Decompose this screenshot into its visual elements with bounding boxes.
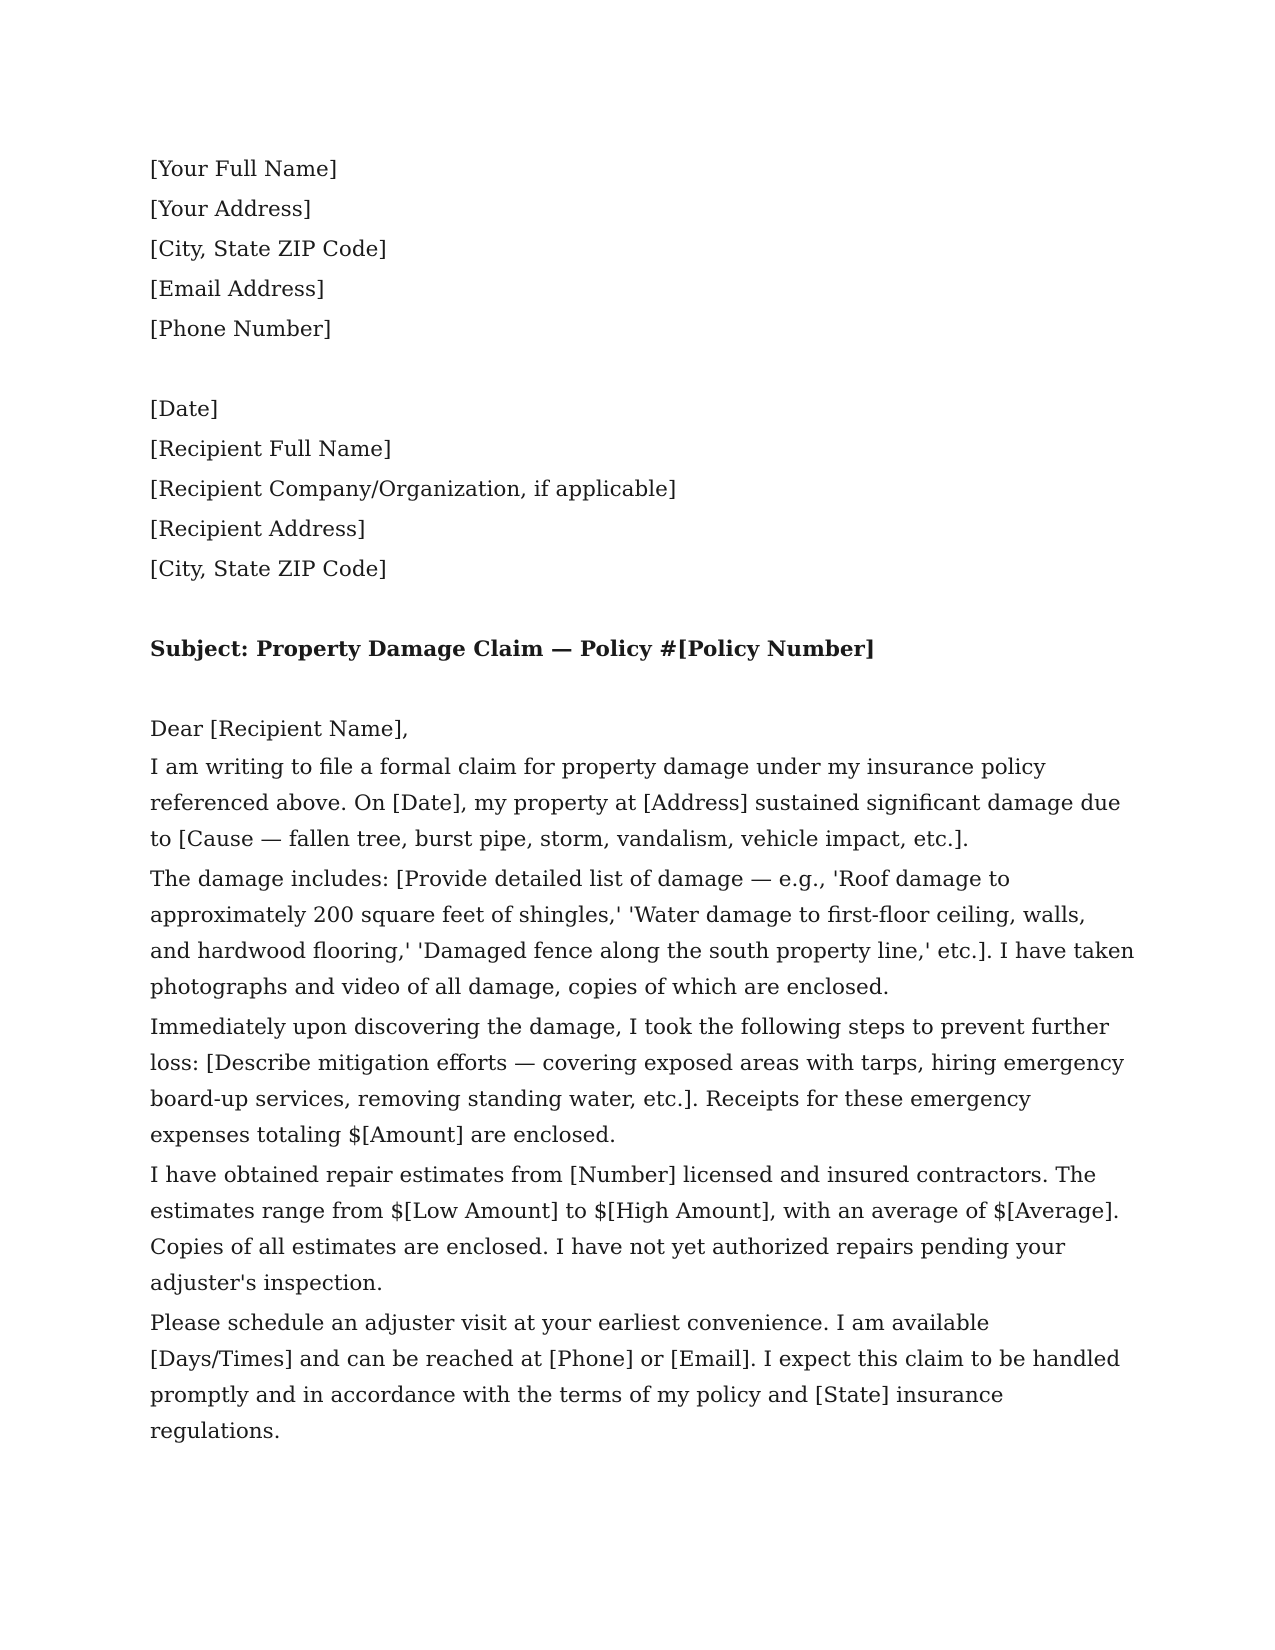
spacer	[150, 590, 1140, 630]
letter-page	[150, 150, 1140, 1454]
spacer	[150, 350, 1140, 390]
paragraph-line: I am writing to file a formal claim for property damage under my insurance policy	[150, 755, 1046, 780]
sender-block	[150, 150, 1140, 350]
body-paragraph	[150, 862, 1140, 1006]
recipient-company: [Recipient Company/Organization, if applicable]	[150, 477, 677, 502]
subject-line: Subject: Property Damage Claim — Policy #[Policy Number]	[150, 637, 876, 662]
paragraph-line: loss: [Describe mitigation efforts — covering exposed areas with tarps, hiring emergency	[150, 1051, 1125, 1076]
recipient-city-state-zip: [City, State ZIP Code]	[150, 557, 387, 582]
sender-phone: [Phone Number]	[150, 317, 332, 342]
sender-name: [Your Full Name]	[150, 157, 338, 182]
sender-city-state-zip: [City, State ZIP Code]	[150, 237, 387, 262]
paragraph-line: photographs and video of all damage, copies of which are enclosed.	[150, 975, 890, 1000]
body-paragraph	[150, 1010, 1140, 1154]
sender-email: [Email Address]	[150, 277, 325, 302]
paragraph-line: estimates range from $[Low Amount] to $[High Amount], with an average of $[Average].	[150, 1199, 1120, 1224]
paragraph-line: [Days/Times] and can be reached at [Phone] or [Email]. I expect this claim to be handled	[150, 1347, 1121, 1372]
paragraph-line: adjuster's inspection.	[150, 1271, 383, 1296]
salutation: Dear [Recipient Name],	[150, 717, 409, 742]
paragraph-line: Immediately upon discovering the damage, I took the following steps to prevent further	[150, 1015, 1110, 1040]
paragraph-line: promptly and in accordance with the terms of my policy and [State] insurance	[150, 1383, 1004, 1408]
paragraph-line: board-up services, removing standing water, etc.]. Receipts for these emergency	[150, 1087, 1031, 1112]
paragraph-line: The damage includes: [Provide detailed list of damage — e.g., 'Roof damage to	[150, 867, 1011, 892]
sender-address: [Your Address]	[150, 197, 312, 222]
recipient-address: [Recipient Address]	[150, 517, 366, 542]
spacer	[150, 670, 1140, 710]
body-paragraph	[150, 1306, 1140, 1450]
paragraph-line: and hardwood flooring,' 'Damaged fence along the south property line,' etc.]. I have taken	[150, 939, 1135, 964]
body-paragraph	[150, 1158, 1140, 1302]
paragraph-line: Copies of all estimates are enclosed. I have not yet authorized repairs pending your	[150, 1235, 1066, 1260]
recipient-block	[150, 430, 1140, 590]
letter-date: [Date]	[150, 397, 219, 422]
body-paragraph	[150, 750, 1140, 858]
paragraph-line: referenced above. On [Date], my property at [Address] sustained significant damage due	[150, 791, 1121, 816]
paragraph-line: Please schedule an adjuster visit at your earliest convenience. I am available	[150, 1311, 990, 1336]
paragraph-line: I have obtained repair estimates from [Number] licensed and insured contractors. The	[150, 1163, 1097, 1188]
recipient-name: [Recipient Full Name]	[150, 437, 392, 462]
paragraph-line: to [Cause — fallen tree, burst pipe, storm, vandalism, vehicle impact, etc.].	[150, 827, 969, 852]
paragraph-line: regulations.	[150, 1419, 281, 1444]
paragraph-line: expenses totaling $[Amount] are enclosed.	[150, 1123, 616, 1148]
paragraph-line: approximately 200 square feet of shingles,' 'Water damage to first-floor ceiling, walls,	[150, 903, 1086, 928]
